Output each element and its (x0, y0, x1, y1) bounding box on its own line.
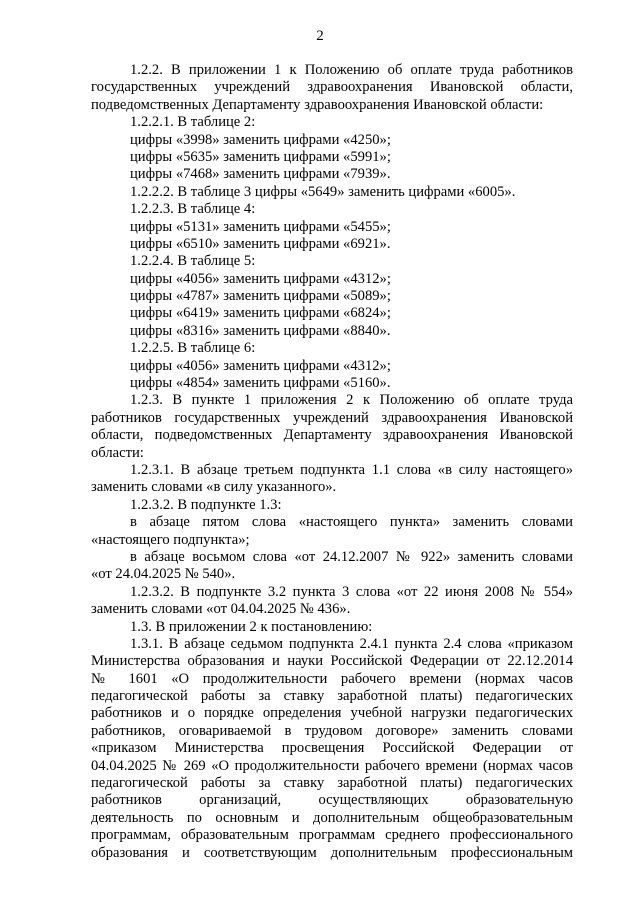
text-line: педагогической работы за ставку заработной платы) педагогических (91, 688, 573, 705)
text-line: «настоящего подпункта»; (91, 531, 250, 548)
text-line: цифры «8316» заменить цифрами «8840». (130, 322, 391, 339)
text-line: 1.2.2.3. В таблице 4: (130, 201, 256, 218)
text-line: программам, образовательным программам среднего профессионального (91, 827, 573, 844)
text-line: подведомственных Департаменту здравоохранения Ивановской области: (91, 96, 544, 113)
text-line: 1.2.3. В пункте 1 приложения 2 к Положению об оплате труда (130, 392, 573, 409)
page-number: 2 (316, 28, 324, 44)
text-line: цифры «5635» заменить цифрами «5991»; (130, 148, 391, 165)
document-body (91, 62, 573, 862)
text-line: 1.2.2.5. В таблице 6: (130, 340, 256, 357)
text-line: 1.2.2.1. В таблице 2: (130, 114, 256, 131)
text-line: цифры «4056» заменить цифрами «4312»; (130, 270, 391, 287)
text-line: 1.2.3.1. В абзаце третьем подпункта 1.1 слова «в силу настоящего» (130, 461, 573, 478)
text-line: «от 24.04.2025 № 540». (91, 566, 236, 583)
text-line: цифры «4056» заменить цифрами «4312»; (130, 357, 391, 374)
text-line: «приказом Министерства просвещения Российской Федерации от (91, 740, 573, 757)
text-line: заменить словами «в силу указанного». (91, 479, 337, 496)
text-line: цифры «4854» заменить цифрами «5160». (130, 375, 391, 392)
text-line: работников, оговариваемой в трудовом договоре» заменить словами (91, 722, 573, 739)
text-line: педагогической работы за ставку заработной платы) педагогических (91, 775, 573, 792)
text-line: государственных учреждений здравоохранения Ивановской области, (91, 79, 573, 96)
text-line: 1.2.2.2. В таблице 3 цифры «5649» заменить цифрами «6005». (130, 183, 516, 200)
text-line: цифры «6510» заменить цифрами «6921». (130, 235, 391, 252)
text-line: цифры «7468» заменить цифрами «7939». (130, 166, 391, 183)
text-line: 1.2.3.2. В подпункте 1.3: (130, 496, 282, 513)
text-line: цифры «4787» заменить цифрами «5089»; (130, 288, 391, 305)
text-line: цифры «6419» заменить цифрами «6824»; (130, 305, 391, 322)
text-line: 1.2.2.4. В таблице 5: (130, 253, 256, 270)
text-line: области: (91, 444, 144, 461)
text-line: работников и о порядке определения учебной нагрузки педагогических (91, 705, 573, 722)
text-line: работников государственных учреждений здравоохранения Ивановской (91, 409, 573, 426)
text-line: цифры «3998» заменить цифрами «4250»; (130, 131, 391, 148)
text-line: 1.2.2. В приложении 1 к Положению об оплате труда работников (130, 62, 573, 78)
text-line: области, подведомственных Департаменту здравоохранения Ивановской (91, 427, 573, 444)
text-line: в абзаце восьмом слова «от 24.12.2007 № 922» заменить словами (130, 548, 573, 565)
text-line: в абзаце пятом слова «настоящего пункта» заменить словами (130, 514, 573, 531)
text-line: работников организаций, осуществляющих образовательную (91, 792, 573, 809)
text-line: № 1601 «О продолжительности рабочего времени (нормах часов (91, 670, 573, 687)
text-line: цифры «5131» заменить цифрами «5455»; (130, 218, 391, 235)
text-line: образования и соответствующим дополнительным профессиональным (91, 844, 573, 861)
text-line: Министерства образования и науки Российской Федерации от 22.12.2014 (91, 653, 573, 670)
text-line: 1.3.1. В абзаце седьмом подпункта 2.4.1 пункта 2.4 слова «приказом (130, 635, 573, 652)
text-line: 1.2.3.2. В подпункте 3.2 пункта 3 слова «от 22 июня 2008 № 554» (130, 583, 573, 600)
text-line: заменить словами «от 04.04.2025 № 436». (91, 601, 351, 618)
text-line: 04.04.2025 № 269 «О продолжительности рабочего времени (нормах часов (91, 757, 573, 774)
text-line: деятельность по основным и дополнительным общеобразовательным (91, 809, 573, 826)
text-line: 1.3. В приложении 2 к постановлению: (130, 618, 373, 635)
